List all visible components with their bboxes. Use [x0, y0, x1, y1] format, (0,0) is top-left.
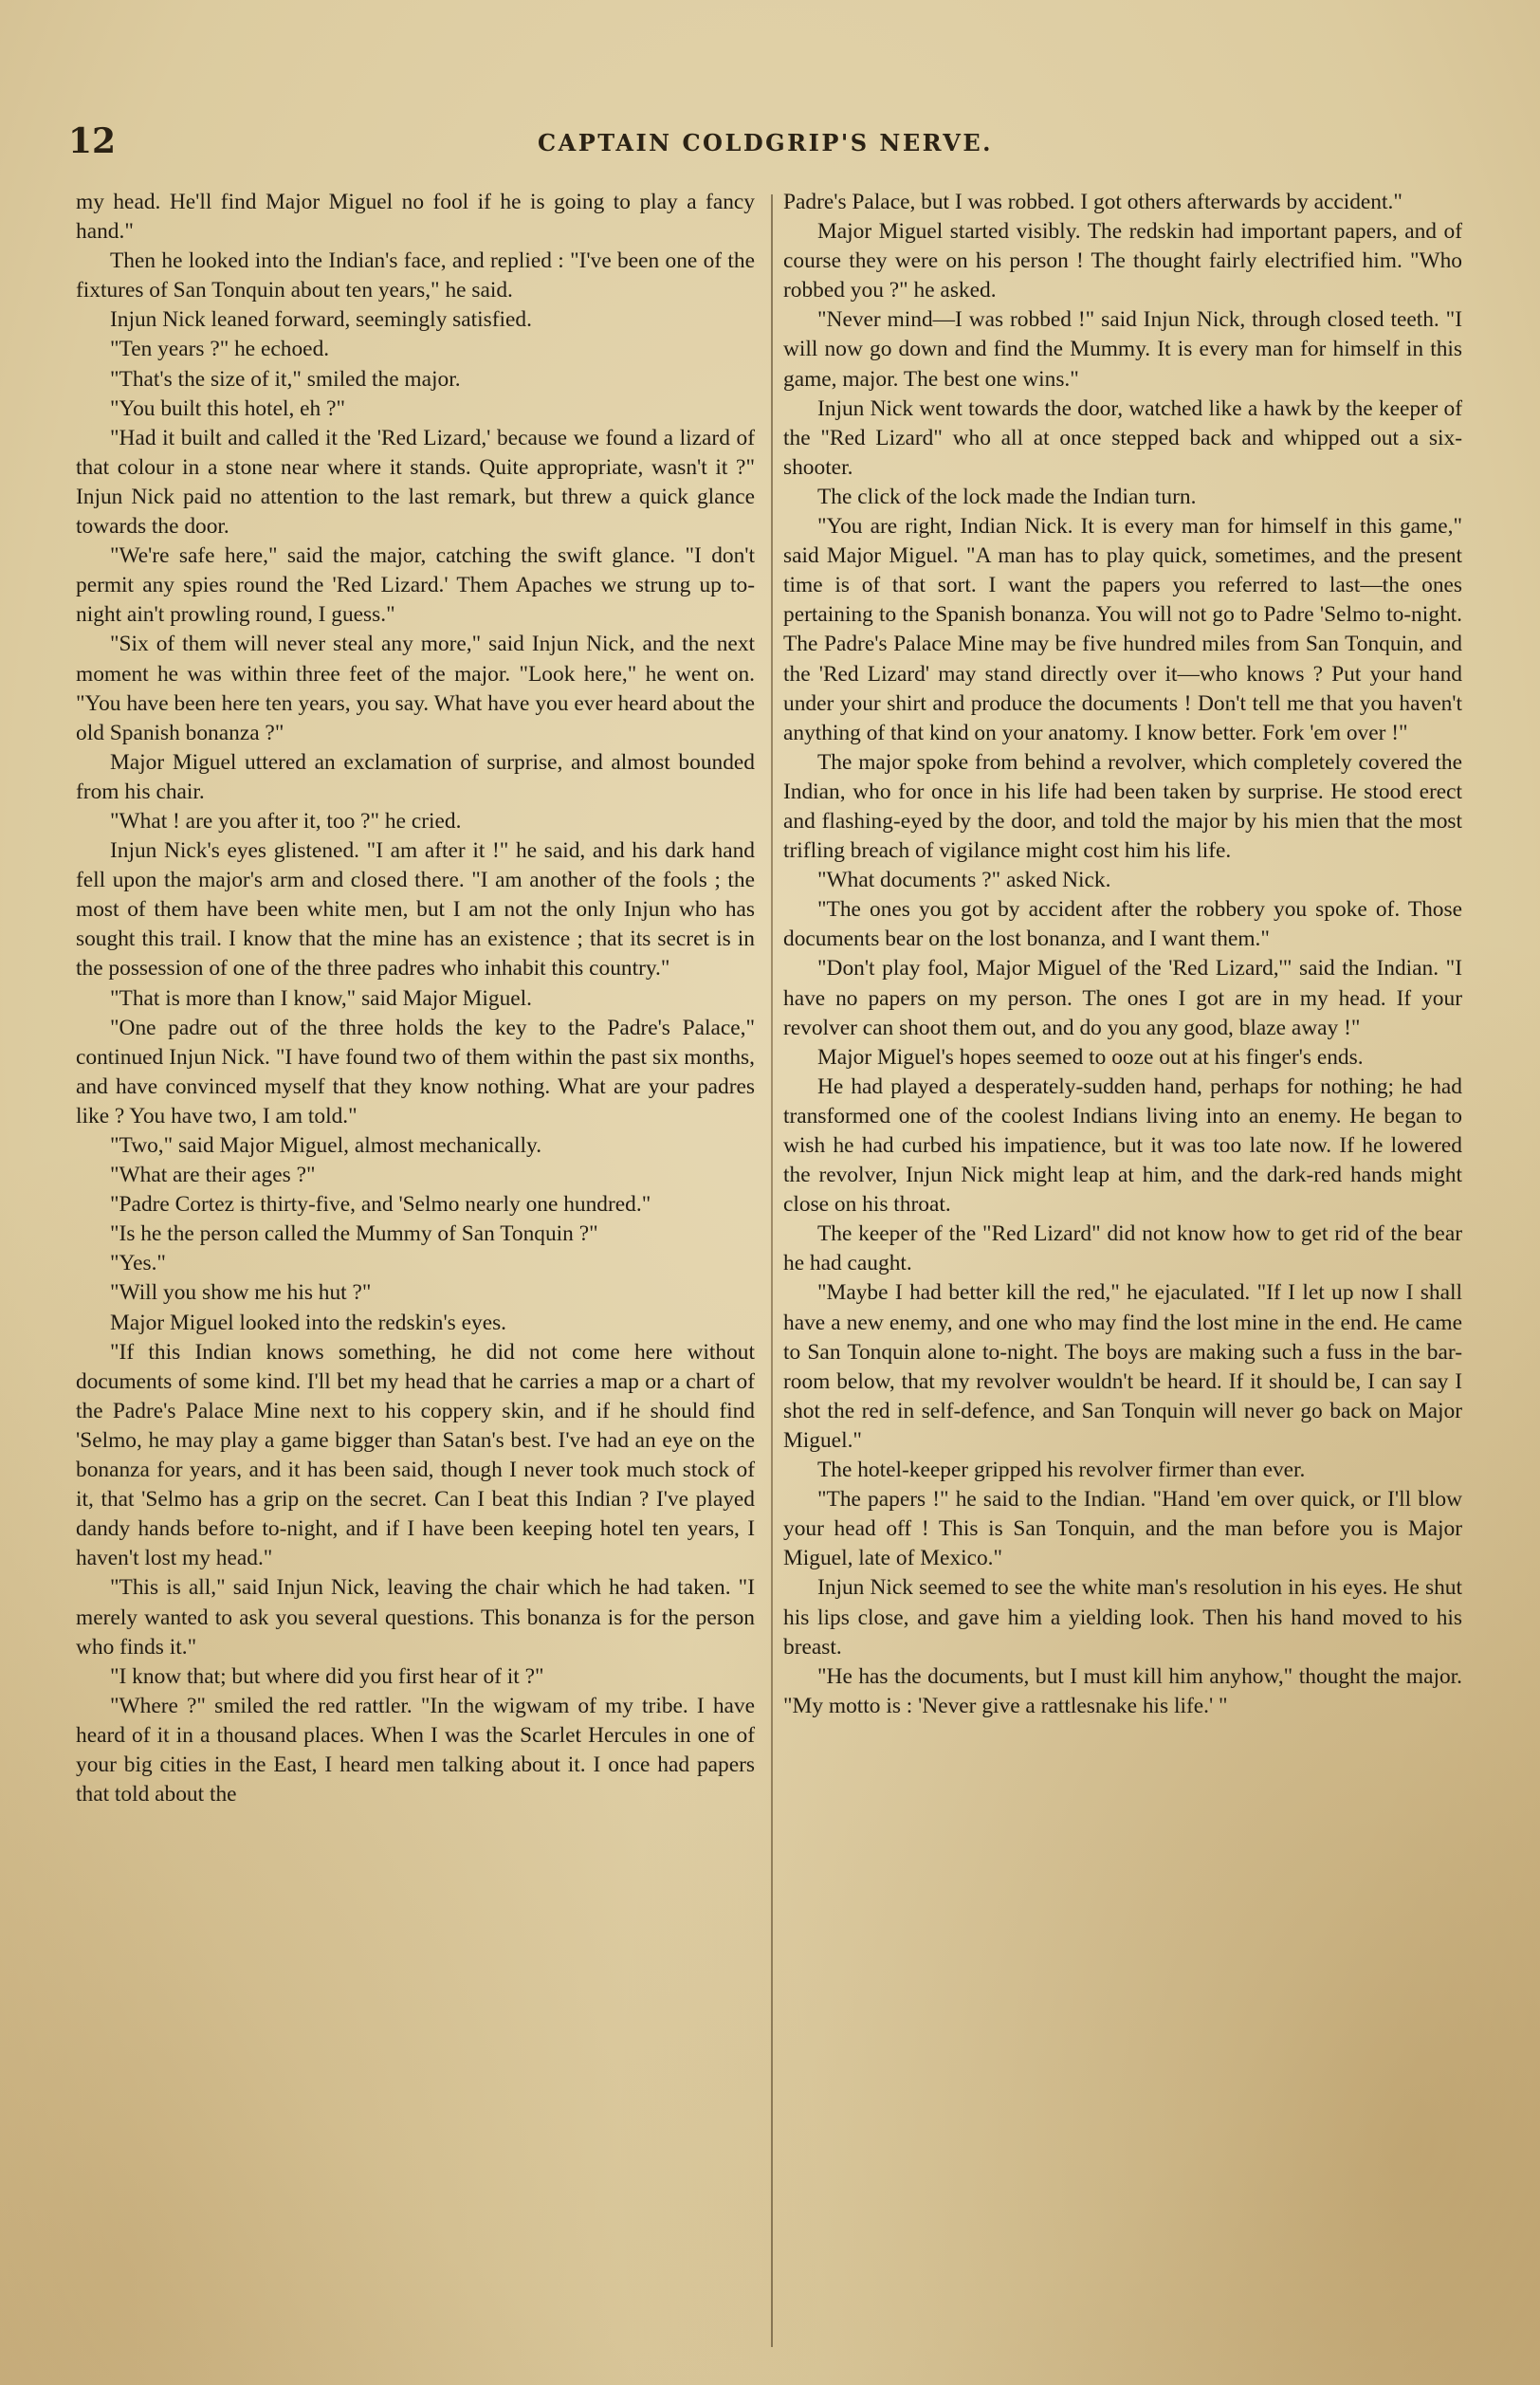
paragraph: He had played a desperately-sudden hand, perhaps for nothing; he had transformed one of the coolest Indians living into an enemy. He began to wish he had curbed his impatience, but it was too late now. If he lowered the revolver, Injun Nick might leap at him, and the dark-red hands might close on his throat. [783, 1073, 1462, 1218]
paragraph: "Don't play fool, Major Miguel of the 'Red Lizard,'" said the Indian. "I have no papers on my person. The ones I got are in my head. If your revolver can shoot them out, and do you any good, blaze away !" [783, 956, 1462, 1040]
paragraph: Injun Nick leaned forward, seemingly satisfied. [110, 307, 532, 333]
paragraph: "The ones you got by accident after the robbery you spoke of. Those documents bear on the lost bonanza, and I want them." [783, 897, 1462, 952]
paragraph: "Will you show me his hut ?" [110, 1280, 372, 1306]
paragraph: "One padre out of the three holds the key to the Padre's Palace," continued Injun Nick. "I have found two of them within the past six months, and have convinced myself that they know nothing. What are your padres like ? You have two, I am told." [76, 1015, 755, 1128]
paragraph: Injun Nick's eyes glistened. "I am after it !" he said, and his dark hand fell upon the major's arm and closed there. "I am another of the fools ; the most of them have been white men, but I am not the only Injun who has sought this trail. I know that the mine has an existence ; that its secret is in the possession of one of the three padres who inhabit this country." [76, 838, 755, 982]
paragraph: Padre's Palace, but I was robbed. I got others afterwards by accident." [783, 190, 1402, 214]
paragraph: The major spoke from behind a revolver, which completely covered the Indian, who for once in his life had been taken by surprise. He stood erect and flashing-eyed by the door, and told the major by his mien that the most trifling breach of vigilance might cost him his life. [783, 749, 1462, 864]
paragraph: "Two," said Major Miguel, almost mechanically. [110, 1133, 542, 1158]
paragraph: Injun Nick went towards the door, watched like a hawk by the keeper of the "Red Lizard" who all at once stepped back and whipped out a six-shooter. [783, 395, 1462, 480]
paragraph: The click of the lock made the Indian turn. [817, 484, 1197, 509]
paragraph: Major Miguel looked into the redskin's eyes. [110, 1310, 507, 1335]
page-header [68, 116, 1462, 173]
paragraph: "If this Indian knows something, he did not come here without documents of some kind. I'll bet my head that he carries a map or a chart of the Padre's Palace Mine next to his coppery skin, and if he should find 'Selmo, he may play a game bigger than Satan's best. I've had an eye on the bonanza for years, and it has been said, though I never took much stock of it, that 'Selmo has a grip on the secret. Can I beat this Indian ? I've played dandy hands before to-night, and if I have been keeping hotel ten years, I haven't lost my head." [76, 1339, 755, 1571]
paragraph: "Maybe I had better kill the red," he ejaculated. "If I let up now I shall have a new enemy, and one who may find the lost mine in the end. He came to San Tonquin alone to-night. The boys are making such a fuss in the bar-room below, that my revolver wouldn't be heard. If it should be, I can say I shot the red in self-defence, and San Tonquin will never go back on Major Miguel." [783, 1280, 1462, 1453]
paragraph: "He has the documents, but I must kill him anyhow," thought the major. "My motto is : 'Never give a rattlesnake his life.' " [783, 1663, 1462, 1718]
paragraph: "You built this hotel, eh ?" [110, 395, 346, 421]
paragraph: "I know that; but where did you first hear of it ?" [110, 1663, 544, 1689]
paragraph: "Never mind—I was robbed !" said Injun Nick, through closed teeth. "I will now go down and find the Mummy. It is every man for himself in this game, major. The best one wins." [783, 307, 1462, 392]
paragraph: Then he looked into the Indian's face, and replied : "I've been one of the fixtures of San Tonquin about ten years," he said. [76, 248, 755, 303]
paragraph: Major Miguel uttered an exclamation of surprise, and almost bounded from his chair. [76, 749, 755, 804]
paragraph: "Where ?" smiled the red rattler. "In the wigwam of my tribe. I have heard of it in a thousand places. When I was the Scarlet Hercules in one of your big cities in the East, I heard men talking about it. I once had papers that told about the [76, 1693, 755, 1807]
paragraph: "We're safe here," said the major, catching the swift glance. "I don't permit any spies round the 'Red Lizard.' Them Apaches we strung up to-night ain't prowling round, I guess." [76, 543, 755, 628]
paragraph: "That's the size of it," smiled the major. [110, 366, 461, 392]
paragraph: "That is more than I know," said Major Miguel. [110, 985, 533, 1011]
paragraph: Injun Nick seemed to see the white man's resolution in his eyes. He shut his lips close, and gave him a yielding look. Then his hand moved to his breast. [783, 1575, 1462, 1660]
paragraph: "You are right, Indian Nick. It is every man for himself in this game," said Major Miguel. "A man has to play quick, sometimes, and the present time is of that sort. I want the papers you referred to last—the ones pertaining to the Spanish bonanza. You will not go to Padre 'Selmo to-night. The Padre's Palace Mine may be five hundred miles from San Tonquin, and the 'Red Lizard' may stand directly over it—who knows ? Put your hand under your shirt and produce the documents ! Don't tell me that you haven't anything of that kind on your anatomy. I know better. Fork 'em over !" [783, 514, 1462, 745]
paragraph: "What are their ages ?" [110, 1163, 316, 1188]
paragraph: "Ten years ?" he echoed. [110, 337, 330, 362]
left-column [76, 188, 755, 2350]
paragraph: "Is he the person called the Mummy of San Tonquin ?" [110, 1221, 598, 1247]
running-title: CAPTAIN COLDGRIP'S NERVE. [538, 129, 993, 156]
paragraph: "Six of them will never steal any more," said Injun Nick, and the next moment he was within three feet of the major. "Look here," he went on. "You have been here ten years, you say. What have you ever heard about the old Spanish bonanza ?" [76, 632, 755, 745]
right-column [783, 188, 1462, 2350]
paragraph: "The papers !" he said to the Indian. "Hand 'em over quick, or I'll blow your head off ! This is San Tonquin, and the man before you is Major Miguel, late of Mexico." [783, 1487, 1462, 1571]
paragraph: "Padre Cortez is thirty-five, and 'Selmo nearly one hundred." [110, 1192, 651, 1218]
paragraph: "What ! are you after it, too ?" he cried. [110, 808, 462, 834]
paragraph: "Yes." [110, 1251, 166, 1276]
page-number: 12 [68, 121, 117, 161]
paragraph: "This is all," said Injun Nick, leaving the chair which he had taken. "I merely wanted to ask you several questions. This bonanza is for the person who finds it." [76, 1575, 755, 1660]
paragraph: "Had it built and called it the 'Red Lizard,' because we found a lizard of that colour in a stone near where it stands. Quite appropriate, wasn't it ?" Injun Nick paid no attention to the last remark, but threw a quick glance towards the door. [76, 425, 755, 540]
paragraph: Major Miguel started visibly. The redskin had important papers, and of course they were on his person ! The thought fairly electrified him. "Who robbed you ?" he asked. [783, 219, 1462, 303]
paragraph: Major Miguel's hopes seemed to ooze out at his finger's ends. [817, 1044, 1364, 1070]
paragraph: "What documents ?" asked Nick. [817, 868, 1111, 893]
paragraph: my head. He'll find Major Miguel no fool if he is going to play a fancy hand." [76, 190, 755, 245]
column-divider [771, 194, 773, 2347]
paragraph: The hotel-keeper gripped his revolver firmer than ever. [817, 1458, 1306, 1483]
paragraph: The keeper of the "Red Lizard" did not know how to get rid of the bear he had caught. [783, 1221, 1462, 1276]
